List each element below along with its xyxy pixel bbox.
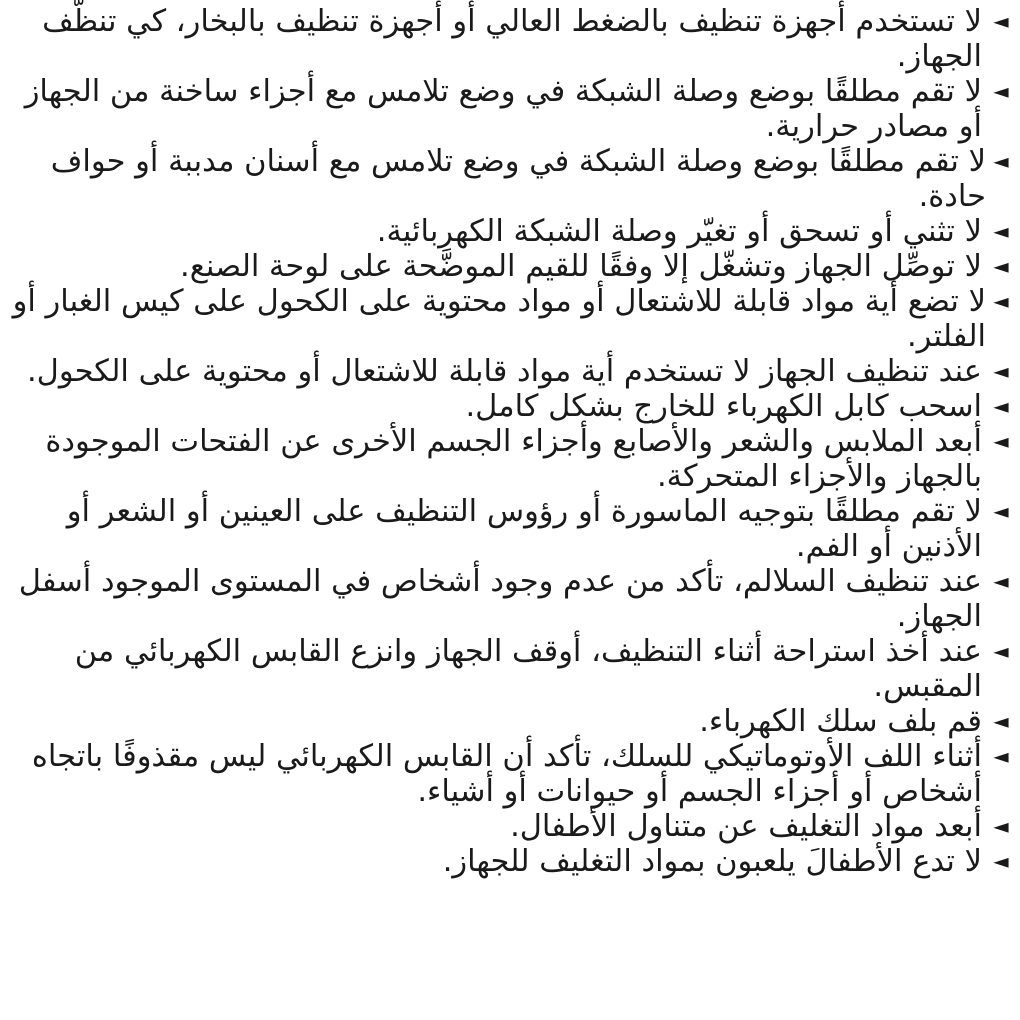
triangle-left-icon: ◄ [993, 639, 1009, 663]
list-item-text: لا تضع أية مواد قابلة للاشتعال أو مواد محتوية على الكحول على كيس الغبار أو الفلتر. [12, 284, 986, 354]
list-item [4, 144, 1014, 214]
triangle-left-icon: ◄ [993, 429, 1009, 453]
list-item-text: عند أخذ استراحة أثناء التنظيف، أوقف الجهاز وانزع القابس الكهربائي من المقبس. [74, 634, 982, 704]
list-item [4, 809, 1014, 844]
list-item [4, 704, 1014, 739]
triangle-left-icon: ◄ [993, 569, 1009, 593]
triangle-left-icon: ◄ [993, 289, 1009, 313]
triangle-left-icon: ◄ [993, 359, 1009, 383]
list-item [4, 844, 1014, 879]
list-item [4, 249, 1014, 284]
list-item-text: اسحب كابل الكهرباء للخارج بشكل كامل. [465, 389, 982, 424]
triangle-left-icon: ◄ [993, 744, 1009, 768]
list-item-text: عند تنظيف السلالم، تأكد من عدم وجود أشخاص في المستوى الموجود أسفل الجهاز. [18, 564, 982, 634]
list-item [4, 424, 1014, 494]
triangle-left-icon: ◄ [993, 254, 1009, 278]
list-item [4, 74, 1014, 144]
list-item-text: لا تدع الأطفالَ يلعبون بمواد التغليف للجهاز. [442, 844, 982, 879]
triangle-left-icon: ◄ [993, 709, 1009, 733]
list-item-text: أبعد مواد التغليف عن متناول الأطفال. [510, 809, 982, 844]
list-item [4, 389, 1014, 424]
triangle-left-icon: ◄ [993, 219, 1009, 243]
list-item-text: لا تقم مطلقًا بوضع وصلة الشبكة في وضع تلامس مع أسنان مدببة أو حواف حادة. [50, 144, 986, 214]
triangle-left-icon: ◄ [993, 849, 1009, 873]
list-item [4, 4, 1014, 74]
list-item [4, 634, 1014, 704]
list-item [4, 354, 1014, 389]
list-item-text: لا تقم مطلقًا بتوجيه الماسورة أو رؤوس التنظيف على العينين أو الشعر أو الأذنين أو الفم. [66, 494, 982, 564]
triangle-left-icon: ◄ [993, 79, 1009, 103]
triangle-left-icon: ◄ [993, 9, 1009, 33]
triangle-left-icon: ◄ [993, 149, 1009, 173]
safety-instructions-list [4, 4, 1014, 879]
list-item [4, 214, 1014, 249]
triangle-left-icon: ◄ [993, 499, 1009, 523]
list-item [4, 564, 1014, 634]
triangle-left-icon: ◄ [993, 394, 1009, 418]
list-item-text: لا تثني أو تسحق أو تغيّر وصلة الشبكة الكهربائية. [376, 214, 982, 249]
list-item-text: أثناء اللف الأوتوماتيكي للسلك، تأكد أن القابس الكهربائي ليس مقذوفًا باتجاه أشخاص أو أجزاء الجسم أو حيوانات أو أشياء. [31, 739, 982, 809]
list-item-text: لا تستخدم أجهزة تنظيف بالضغط العالي أو أجهزة تنظيف بالبخار، كي تنظّف الجهاز. [42, 4, 982, 74]
list-item [4, 284, 1014, 354]
list-item [4, 494, 1014, 564]
list-item-text: أبعد الملابس والشعر والأصابع وأجزاء الجسم الأخرى عن الفتحات الموجودة بالجهاز والأجزاء المتحركة. [45, 424, 982, 494]
list-item [4, 739, 1014, 809]
list-item-text: قم بلف سلك الكهرباء. [699, 704, 982, 739]
list-item-text: لا تقم مطلقًا بوضع وصلة الشبكة في وضع تلامس مع أجزاء ساخنة من الجهاز أو مصادر حرارية. [24, 74, 982, 144]
list-item-text: لا توصِّل الجهاز وتشغّل إلا وفقًا للقيم الموضَّحة على لوحة الصنع. [180, 249, 982, 284]
list-item-text: عند تنظيف الجهاز لا تستخدم أية مواد قابلة للاشتعال أو محتوية على الكحول. [26, 354, 982, 389]
triangle-left-icon: ◄ [993, 814, 1009, 838]
